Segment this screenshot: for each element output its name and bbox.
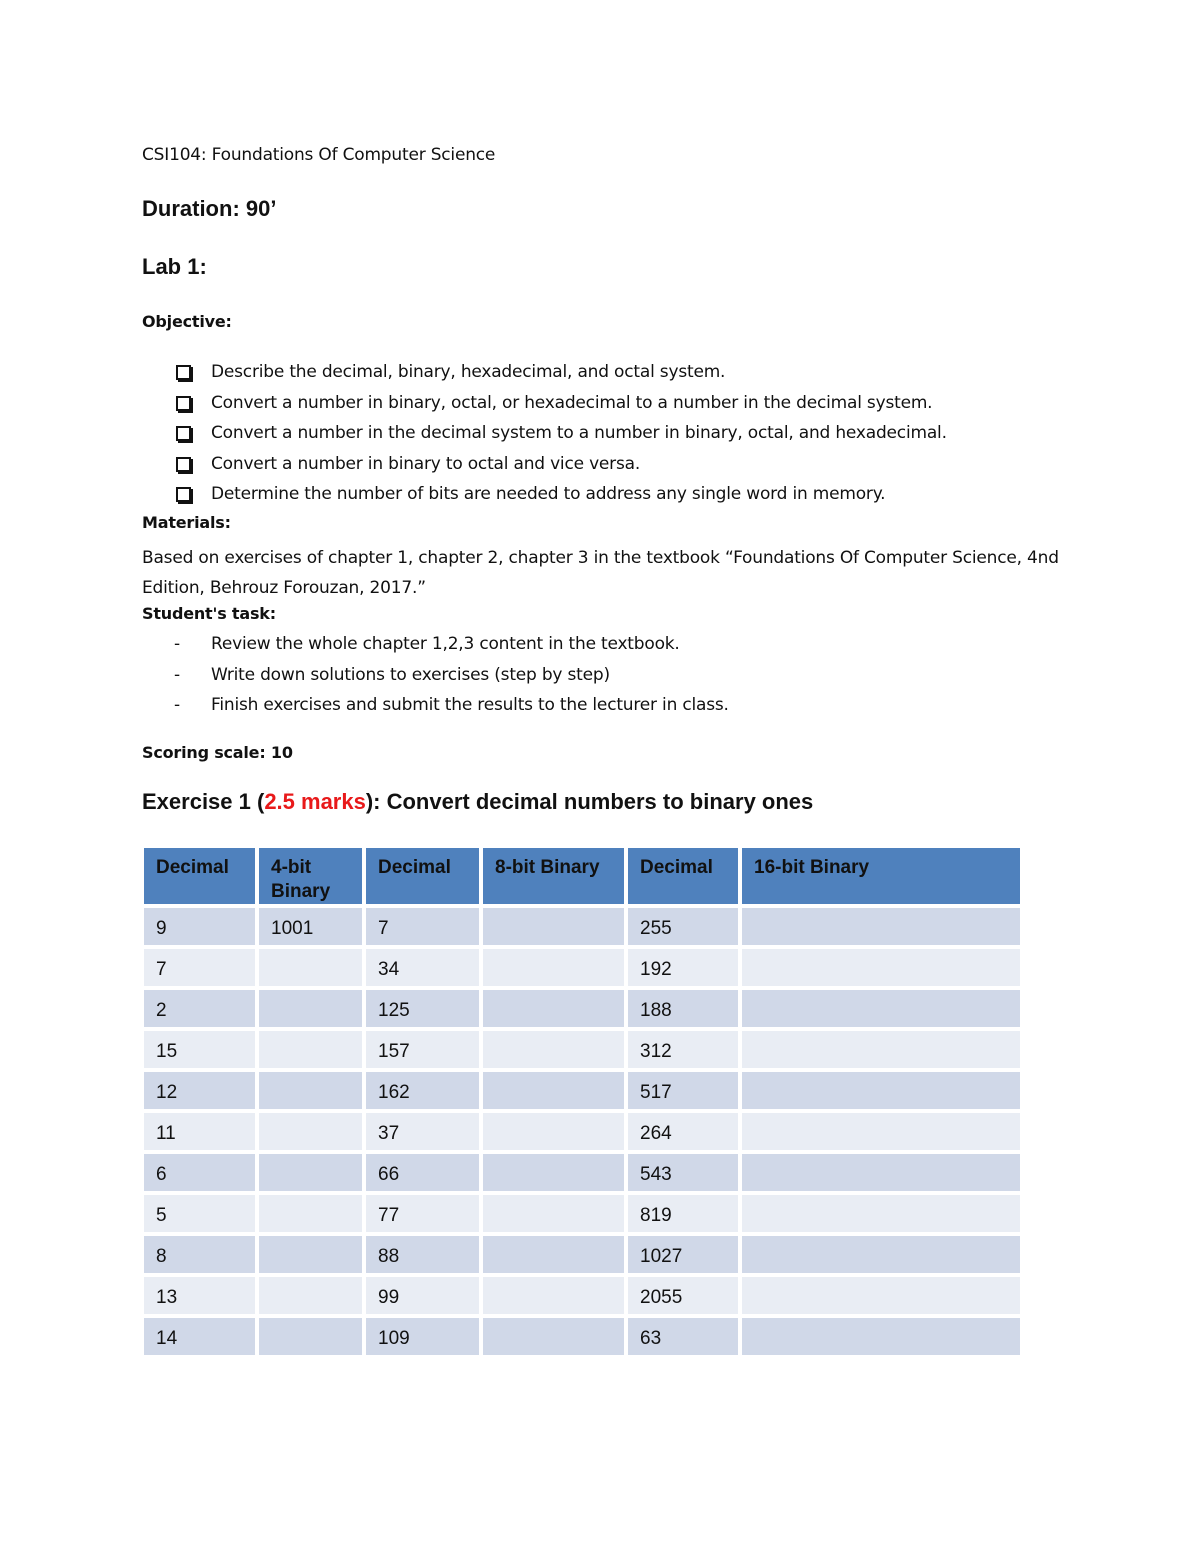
exercise-title-prefix: Exercise 1 ( [142,789,265,814]
cell-8bit-binary[interactable] [483,1113,624,1150]
task-text: Write down solutions to exercises (step by step) [211,664,610,685]
checkbox-icon [176,457,191,472]
cell-decimal-16bit: 517 [628,1072,738,1109]
task-item [174,693,729,724]
objective-text: Convert a number in the decimal system to a number in binary, octal, and hexadecimal. [211,423,947,443]
cell-16bit-binary[interactable] [742,990,1020,1027]
cell-8bit-binary[interactable] [483,1031,624,1068]
cell-decimal-4bit: 9 [144,908,255,945]
cell-4bit-binary[interactable] [259,1318,362,1355]
cell-8bit-binary[interactable] [483,1072,624,1109]
objective-text: Convert a number in binary, octal, or hexadecimal to a number in the decimal system. [211,392,933,413]
cell-8bit-binary[interactable] [483,908,624,945]
cell-8bit-binary[interactable] [483,1277,624,1314]
objective-text: Describe the decimal, binary, hexadecimal, and octal system. [211,362,726,382]
cell-16bit-binary[interactable] [742,1072,1020,1109]
cell-16bit-binary[interactable] [742,949,1020,986]
task-text: Review the whole chapter 1,2,3 content in the textbook. [211,634,680,654]
cell-decimal-16bit: 2055 [628,1277,738,1314]
cell-4bit-binary[interactable] [259,1031,362,1068]
cell-16bit-binary[interactable] [742,1113,1020,1150]
header-decimal-2: Decimal [366,848,479,904]
cell-decimal-4bit: 5 [144,1195,255,1232]
header-4bit-binary: 4-bit Binary [259,848,362,904]
cell-4bit-binary[interactable] [259,1236,362,1273]
student-task-label: Student's task: [142,604,276,623]
table-header-row [144,848,1020,904]
checkbox-icon [176,426,191,441]
exercise-marks: 2.5 marks [264,789,366,814]
objective-list [176,360,947,513]
dash-bullet: - [174,664,180,685]
header-decimal-1: Decimal [144,848,255,904]
table-row [144,949,1020,986]
dash-bullet: - [174,695,180,715]
cell-4bit-binary[interactable] [259,1154,362,1191]
table-row [144,1236,1020,1273]
checkbox-icon [176,396,191,411]
cell-decimal-4bit: 14 [144,1318,255,1355]
cell-decimal-8bit: 66 [366,1154,479,1191]
cell-16bit-binary[interactable] [742,1318,1020,1355]
cell-decimal-4bit: 8 [144,1236,255,1273]
scoring-scale: Scoring scale: 10 [142,743,293,762]
cell-decimal-4bit: 13 [144,1277,255,1314]
objective-text: Convert a number in binary to octal and vice versa. [211,453,641,474]
cell-decimal-8bit: 162 [366,1072,479,1109]
duration-heading: Duration: 90’ [142,196,277,221]
table-body [144,908,1020,1355]
table-row [144,990,1020,1027]
cell-decimal-4bit: 12 [144,1072,255,1109]
objective-item [176,421,947,452]
cell-16bit-binary[interactable] [742,1031,1020,1068]
table-row [144,1154,1020,1191]
table-row [144,1072,1020,1109]
table-row [144,1113,1020,1150]
cell-decimal-4bit: 2 [144,990,255,1027]
cell-decimal-16bit: 1027 [628,1236,738,1273]
conversion-table [140,844,1024,1359]
cell-16bit-binary[interactable] [742,908,1020,945]
dash-bullet: - [174,634,180,654]
cell-decimal-8bit: 125 [366,990,479,1027]
cell-4bit-binary[interactable]: 1001 [259,908,362,945]
cell-4bit-binary[interactable] [259,949,362,986]
cell-decimal-4bit: 7 [144,949,255,986]
materials-label: Materials: [142,513,231,532]
cell-decimal-16bit: 188 [628,990,738,1027]
cell-decimal-16bit: 543 [628,1154,738,1191]
exercise-title-suffix: ): Convert decimal numbers to binary ones [365,789,814,814]
objective-item [176,360,947,391]
cell-decimal-8bit: 77 [366,1195,479,1232]
cell-decimal-16bit: 819 [628,1195,738,1232]
cell-16bit-binary[interactable] [742,1236,1020,1273]
checkbox-icon [176,487,191,502]
exercise-1-title [142,789,813,815]
cell-decimal-8bit: 7 [366,908,479,945]
header-decimal-3: Decimal [628,848,738,904]
lab-heading: Lab 1: [142,254,207,279]
table-row [144,1031,1020,1068]
cell-4bit-binary[interactable] [259,1072,362,1109]
cell-16bit-binary[interactable] [742,1154,1020,1191]
cell-decimal-8bit: 34 [366,949,479,986]
objective-label: Objective: [142,312,232,331]
cell-decimal-16bit: 192 [628,949,738,986]
task-item [174,632,729,663]
cell-16bit-binary[interactable] [742,1277,1020,1314]
cell-4bit-binary[interactable] [259,990,362,1027]
cell-decimal-16bit: 264 [628,1113,738,1150]
table-row [144,1195,1020,1232]
table-row [144,908,1020,945]
header-8bit-binary: 8-bit Binary [483,848,624,904]
table-row [144,1277,1020,1314]
cell-4bit-binary[interactable] [259,1113,362,1150]
student-task-list [174,632,729,724]
cell-decimal-4bit: 15 [144,1031,255,1068]
course-title: CSI104: Foundations Of Computer Science [142,145,496,165]
objective-text: Determine the number of bits are needed to address any single word in memory. [211,484,886,504]
checkbox-icon [176,365,191,380]
cell-decimal-4bit: 6 [144,1154,255,1191]
cell-decimal-16bit: 312 [628,1031,738,1068]
cell-4bit-binary[interactable] [259,1195,362,1232]
cell-decimal-16bit: 255 [628,908,738,945]
cell-8bit-binary[interactable] [483,990,624,1027]
cell-8bit-binary[interactable] [483,1195,624,1232]
cell-decimal-8bit: 99 [366,1277,479,1314]
cell-decimal-8bit: 109 [366,1318,479,1355]
cell-8bit-binary[interactable] [483,1154,624,1191]
cell-16bit-binary[interactable] [742,1195,1020,1232]
cell-decimal-8bit: 157 [366,1031,479,1068]
cell-8bit-binary[interactable] [483,949,624,986]
cell-8bit-binary[interactable] [483,1236,624,1273]
table-row [144,1318,1020,1355]
cell-4bit-binary[interactable] [259,1277,362,1314]
objective-item [176,391,947,422]
header-16bit-binary: 16-bit Binary [742,848,1020,904]
task-text: Finish exercises and submit the results to the lecturer in class. [211,695,729,715]
cell-decimal-8bit: 37 [366,1113,479,1150]
cell-8bit-binary[interactable] [483,1318,624,1355]
materials-text: Based on exercises of chapter 1, chapter 2, chapter 3 in the textbook “Foundations Of Computer Science, 4nd Edition, Behrouz Forouzan, 2017.” [142,548,1059,598]
cell-decimal-16bit: 63 [628,1318,738,1355]
cell-decimal-4bit: 11 [144,1113,255,1150]
objective-item [176,482,947,513]
objective-item [176,452,947,483]
task-item [174,663,729,694]
cell-decimal-8bit: 88 [366,1236,479,1273]
